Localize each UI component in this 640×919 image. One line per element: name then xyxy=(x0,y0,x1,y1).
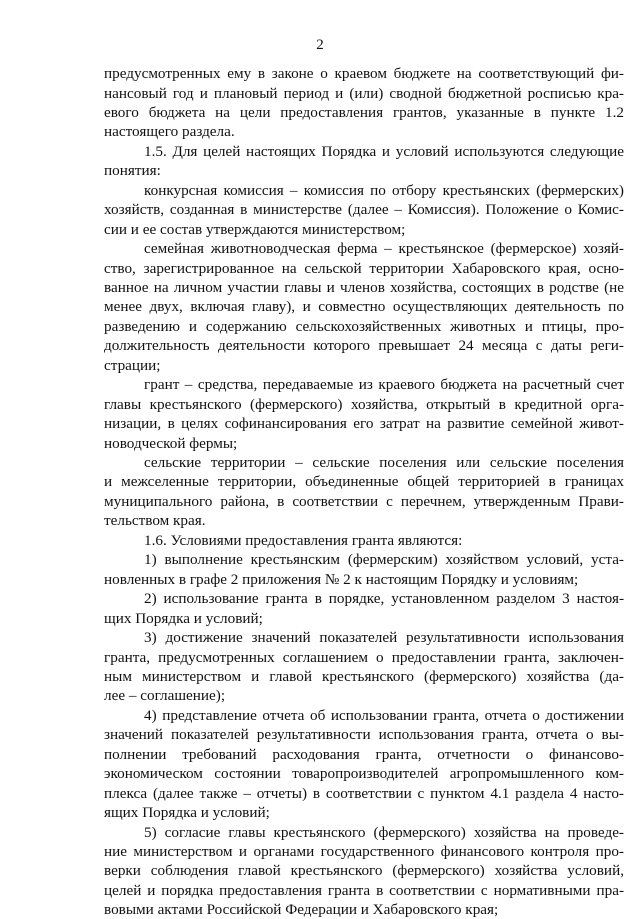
text-line: 1.5. Для целей настоящих Порядка и условий используются следующие xyxy=(144,142,624,160)
text-line: 3) достижение значений показателей результативности использования xyxy=(144,629,624,646)
text-line: ным министерством и главой крестьянского (фермерского) хозяйства (да- xyxy=(104,667,624,685)
text-line: вовыми актами Российской Федерации и Хабаровского края; xyxy=(104,901,499,919)
text-line: низации, в целях софинансирования его затрат на развитие семейной живот- xyxy=(104,415,624,433)
text-line: целей и порядка предоставления гранта в соответствии с нормативными пра- xyxy=(104,881,624,899)
text-line: экономическом состоянии товаропроизводителей агропромышленного ком- xyxy=(104,765,624,783)
text-line: 5) согласие главы крестьянского (фермерского) хозяйства на проведе- xyxy=(144,823,624,841)
text-line: гранта, предусмотренных соглашением о предоставлении гранта, заключен- xyxy=(104,648,624,666)
text-line: сельские территории – сельские поселения или сельские поселения xyxy=(144,454,624,471)
text-line: значений показателей результативности использования гранта, отчета о вы- xyxy=(104,726,624,744)
text-line: и межселенные территории, объединенные общей территорией в границах xyxy=(104,473,624,491)
text-line: ящих Порядка и условий; xyxy=(104,804,270,822)
text-line: менее двух, включая главу), и совместно осуществляющих деятельность по xyxy=(104,298,624,316)
text-line: главы крестьянского (фермерского) хозяйства, открытый в кредитной орга- xyxy=(104,395,624,413)
text-line: должительность деятельности которого превышает 24 месяца с даты реги- xyxy=(104,337,624,355)
text-line: ство, зарегистрированное на сельской территории Хабаровского края, осно- xyxy=(104,259,624,277)
text-line: нансовый год и плановый период и (или) сводной бюджетной росписью кра- xyxy=(104,84,624,102)
text-line: разведению и содержанию сельскохозяйственных животных и птицы, про- xyxy=(104,317,624,335)
text-line: 1) выполнение крестьянским (фермерским) хозяйством условий, уста- xyxy=(144,551,624,569)
text-line: понятия: xyxy=(104,162,161,180)
text-line: новленных в графе 2 приложения № 2 к настоящим Порядку и условиям; xyxy=(104,570,579,588)
text-line: 1.6. Условиями предоставления гранта являются: xyxy=(144,531,463,549)
text-line: хозяйств, созданная в министерстве (далее – Комиссия). Положение о Комис- xyxy=(104,201,624,219)
text-line: евого бюджета на цели предоставления грантов, указанные в пункте 1.2 xyxy=(104,103,624,121)
text-line: новодческой фермы; xyxy=(104,434,238,452)
text-line: семейная животноводческая ферма – крестьянское (фермерское) хозяй- xyxy=(144,240,624,257)
text-line: предусмотренных ему в законе о краевом бюджете на соответствующий фи- xyxy=(104,65,624,82)
text-line: настоящего раздела. xyxy=(104,123,235,141)
text-line: щих Порядка и условий; xyxy=(104,609,263,627)
text-line: верки соблюдения главой крестьянского (фермерского) хозяйства условий, xyxy=(104,862,624,880)
text-line: ние министерством и органами государственного финансового контроля про- xyxy=(104,843,624,860)
text-line: 2) использование гранта в порядке, установленном разделом 3 настоя- xyxy=(144,590,624,608)
text-line: 4) представление отчета об использовании гранта, отчета о достижении xyxy=(144,706,624,724)
text-line: лее – соглашение); xyxy=(104,687,226,705)
text-line: страции; xyxy=(104,356,161,374)
text-line: полнении требований расходования гранта, отчетности о финансово- xyxy=(104,745,624,763)
text-line: плекса (далее также – отчеты) в соответствии с пунктом 4.1 раздела 4 насто- xyxy=(104,784,624,802)
text-line: ванное на личном участии главы и членов хозяйства, состоящих в родстве (не xyxy=(104,278,624,296)
text-line: сии и ее состав утверждаются министерством; xyxy=(104,220,406,238)
page-number: 2 xyxy=(316,37,324,53)
text-line: конкурсная комиссия – комиссия по отбору крестьянских (фермерских) xyxy=(144,181,624,199)
text-line: муниципального района, в соответствии с перечнем, утвержденным Прави- xyxy=(104,492,624,510)
text-line: грант – средства, передаваемые из краевого бюджета на расчетный счет xyxy=(144,376,624,394)
text-line: тельством края. xyxy=(104,512,206,530)
